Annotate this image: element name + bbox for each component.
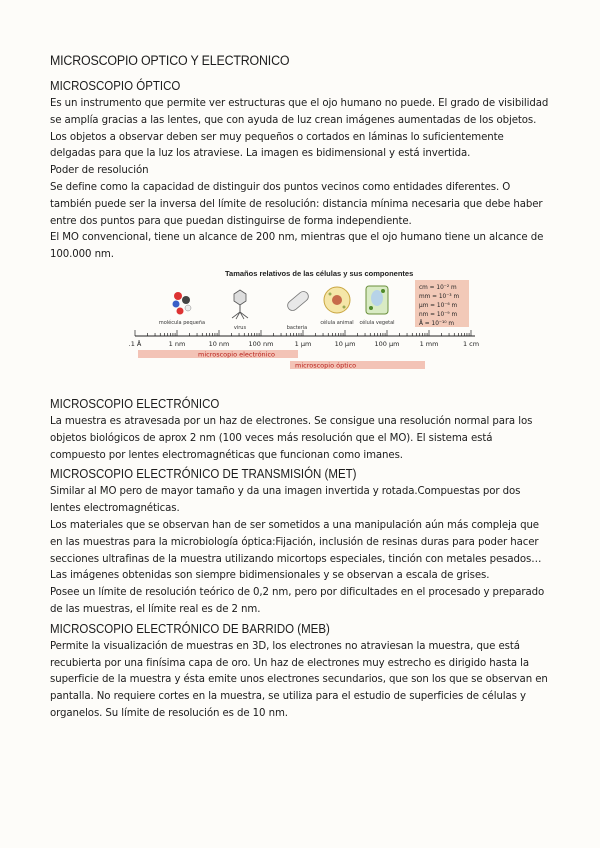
scale-label-100um: 100 µm [374, 339, 400, 348]
bar-optico-label: microscopio óptico [295, 361, 357, 370]
scale-label-1nm: 1 nm [168, 339, 186, 348]
section-meb [50, 619, 550, 723]
unit-mm: mm = 10⁻³ m [419, 293, 460, 300]
optico-paragraph-4: El MO convencional, tiene un alcance de 200 nm, mientras que el ojo humano tiene un alcance de 100.000 nm. [50, 232, 544, 261]
bacteria-icon [286, 289, 311, 312]
scale-label-01A: .1 Å [128, 339, 142, 348]
scale-label-10um: 10 µm [334, 339, 356, 348]
label-celula-animal: célula animal [320, 319, 354, 326]
label-celula-vegetal: célula vegetal [359, 319, 395, 326]
optico-paragraph-3: Se define como la capacidad de distinguir dos puntos vecinos como entidades diferentes. O también puede ser la inversa del límite de resolución: distancia mínima necesaria que debe haber entre dos puntos para que puedan distinguirse de forma independiente. [50, 181, 543, 227]
document-title: MICROSCOPIO OPTICO Y ELECTRONICO [50, 53, 290, 68]
met-paragraph-3: Posee un límite de resolución teórico de 0,2 nm, pero por dificultades en el procesado y preparado de las muestras, el límite real es de 2 nm. [50, 587, 545, 615]
heading-electronico: MICROSCOPIO ELECTRÓNICO [50, 396, 220, 411]
section-met [50, 464, 550, 618]
bar-electronico-label: microscopio electrónico [198, 350, 276, 359]
scale-label-1mm: 1 mm [419, 339, 439, 348]
meb-paragraph-1: Permite la visualización de muestras en 3D, los electrones no atraviesan la muestra, que está recubierta por una finísima capa de oro. Un haz de electrones muy estrecho es dirigido hasta la superficie de la muestra y ésta emite unos electrones secundarios, que son los que se observan en pantalla. No requiere cortes en la muestra, se utiliza para el estudio de superficies de células y organelos. Su límite de resolución es de 10 nm. [50, 640, 548, 719]
heading-meb: MICROSCOPIO ELECTRÓNICO DE BARRIDO (MEB) [50, 621, 330, 636]
section-optico [50, 76, 550, 264]
plant-cell-icon [366, 286, 388, 314]
label-virus: virus [233, 324, 247, 331]
virus-icon [232, 290, 248, 319]
unit-cm: cm = 10⁻² m [419, 284, 457, 291]
optico-paragraph-2: Poder de resolución [50, 165, 149, 177]
unit-um: µm = 10⁻⁶ m [419, 302, 458, 309]
cell-size-figure [50, 266, 550, 388]
scale-label-100nm: 100 nm [248, 339, 274, 348]
label-bacteria: bacteria [286, 324, 308, 331]
optico-paragraph-1: Es un instrumento que permite ver estructuras que el ojo humano no puede. El grado de visibilidad se amplía gracias a las lentes, que con ayuda de luz crean imágenes aumentadas de los objetos. Los objetos a observar deben ser muy pequeños o cortados en láminas lo suficientemente delgadas para que la luz los atraviese. La imagen es bidimensional y está invertida. [50, 98, 549, 160]
heading-met: MICROSCOPIO ELECTRÓNICO DE TRANSMISIÓN (MET) [50, 467, 357, 482]
document-page [50, 50, 550, 723]
met-paragraph-2: Los materiales que se observan han de ser sometidos a una manipulación aún más compleja que en las muestras para la microbiología óptica:Fijación, inclusión de resinas duras para poder hacer secciones ultrafinas de la muestra utilizando micortops especiales, tinción con metales pesados… Las imágenes obtenidas son siempre bidimensionales y se observan a escala de grises. [50, 519, 542, 582]
cell-size-diagram [50, 266, 550, 388]
met-paragraph-1: Similar al MO pero de mayor tamaño y da una imagen invertida y rotada.Compuestas por dos lentes electromagnéticas. [50, 486, 521, 515]
unit-nm: nm = 10⁻⁹ m [419, 311, 458, 318]
scale-label-1cm: 1 cm [462, 339, 480, 348]
heading-optico: MICROSCOPIO ÓPTICO [50, 79, 181, 93]
unit-angstrom: Å = 10⁻¹⁰ m [419, 320, 455, 327]
electronico-paragraph-1: La muestra es atravesada por un haz de electrones. Se consigue una resolución normal para los objetos biológicos de aprox 2 nm (100 veces más resolución que el MO). El sistema está compuesto por lentes electromagnéticas que funcionan como imanes. [50, 415, 533, 461]
scale-label-10nm: 10 nm [208, 339, 230, 348]
label-molecula: molécula pequeña [158, 319, 206, 326]
animal-cell-icon [324, 287, 350, 313]
figure-title: Tamaños relativos de las células y sus componentes [225, 268, 414, 278]
section-electronico [50, 394, 550, 464]
scale-label-1um: 1 µm [294, 339, 312, 348]
molecule-icon [173, 292, 192, 315]
